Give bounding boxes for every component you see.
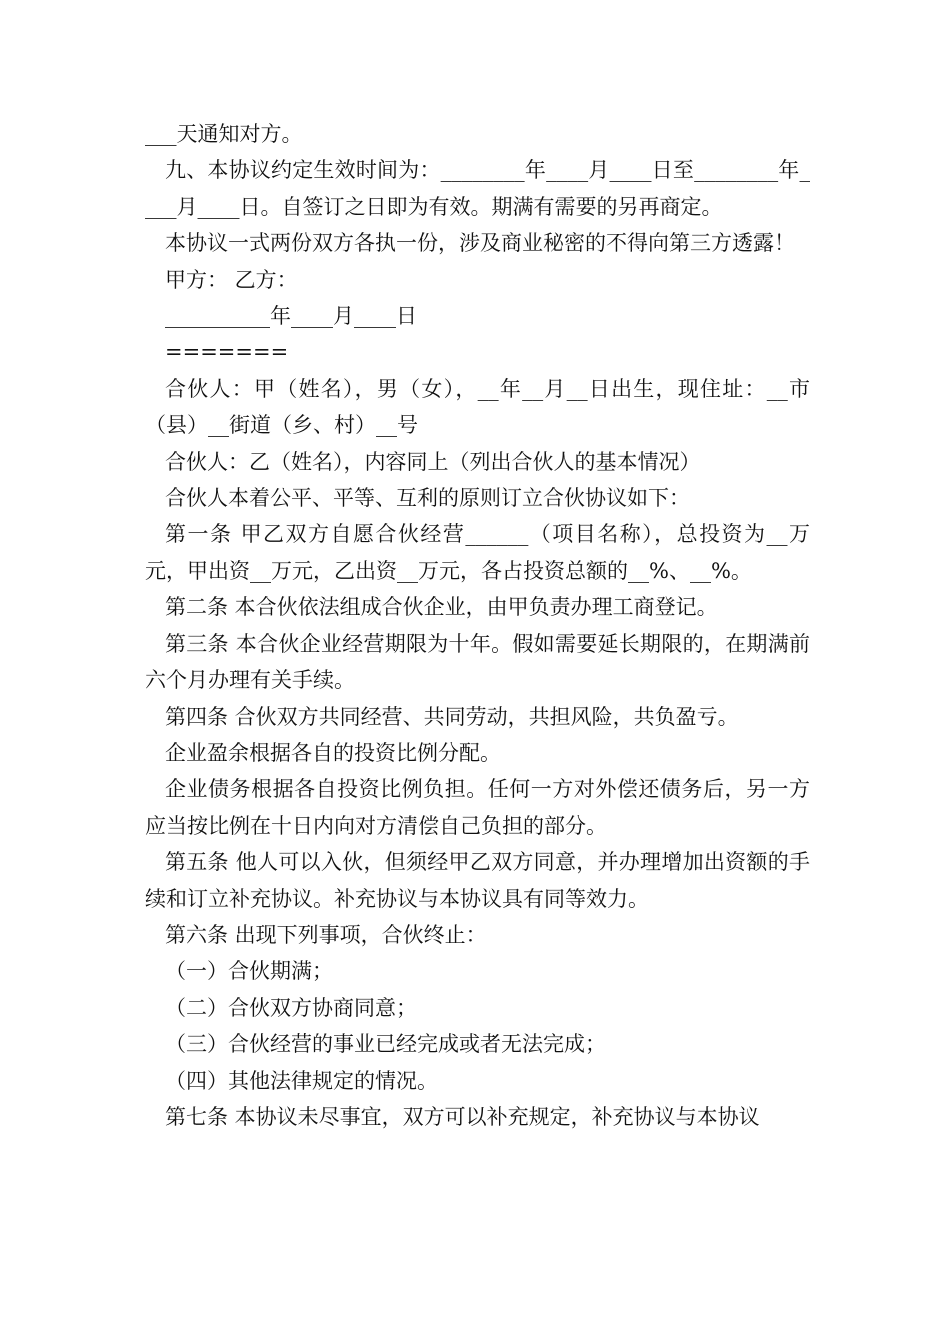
article-3: 第三条 本合伙企业经营期限为十年。假如需要延长期限的，在期满前六个月办理有关手续。 (145, 631, 810, 693)
paragraph-effective-period: 九、本协议约定生效时间为：________年____月____日至________年____月____日。自签订之日即为有效。期满有需要的另再商定。 (145, 158, 810, 219)
article-6: 第六条 出现下列事项，合伙终止： (165, 922, 487, 947)
article-6-item-3: （三）合伙经营的事业已经完成或者无法完成； (165, 1032, 606, 1057)
article-4-debt: 企业债务根据各自投资比例负担。任何一方对外偿还债务后，另一方应当按比例在十日内向对方清偿自己负担的部分。 (145, 777, 810, 838)
paragraph-signing-date: __________年____月____日 (165, 304, 417, 329)
article-6-item-2: （二）合伙双方协商同意； (165, 995, 417, 1020)
paragraph-signatories: 甲方： 乙方： (165, 267, 298, 292)
article-6-item-1: （一）合伙期满； (165, 959, 333, 984)
article-6-item-4: （四）其他法律规定的情况。 (165, 1068, 438, 1093)
section-separator: ======= (165, 340, 289, 365)
paragraph-copies-confidentiality: 本协议一式两份双方各执一份，涉及商业秘密的不得向第三方透露！ (165, 231, 795, 256)
article-2: 第二条 本合伙依法组成合伙企业，由甲负责办理工商登记。 (165, 595, 718, 620)
paragraph-partner-b: 合伙人：乙（姓名），内容同上（列出合伙人的基本情况） (165, 449, 701, 474)
article-7: 第七条 本协议未尽事宜，双方可以补充规定，补充协议与本协议 (165, 1104, 760, 1129)
paragraph-partner-a: 合伙人：甲（姓名），男（女），__年__月__日出生，现住址：__市（县）__街道（乡、村）__号 (145, 376, 810, 438)
paragraph-notice-days: ___天通知对方。 (145, 122, 303, 146)
agreement-text (145, 116, 810, 1135)
article-4-profit: 企业盈余根据各自的投资比例分配。 (165, 740, 501, 765)
paragraph-preamble: 合伙人本着公平、平等、互利的原则订立合伙协议如下： (165, 486, 690, 511)
article-1: 第一条 甲乙双方自愿合伙经营______（项目名称），总投资为__万元，甲出资__万元，乙出资__万元，各占投资总额的__%、__%。 (145, 522, 810, 583)
article-4: 第四条 合伙双方共同经营、共同劳动，共担风险，共负盈亏。 (165, 704, 739, 729)
article-5: 第五条 他人可以入伙，但须经甲乙双方同意，并办理增加出资额的手续和订立补充协议。补充协议与本协议具有同等效力。 (145, 850, 810, 911)
